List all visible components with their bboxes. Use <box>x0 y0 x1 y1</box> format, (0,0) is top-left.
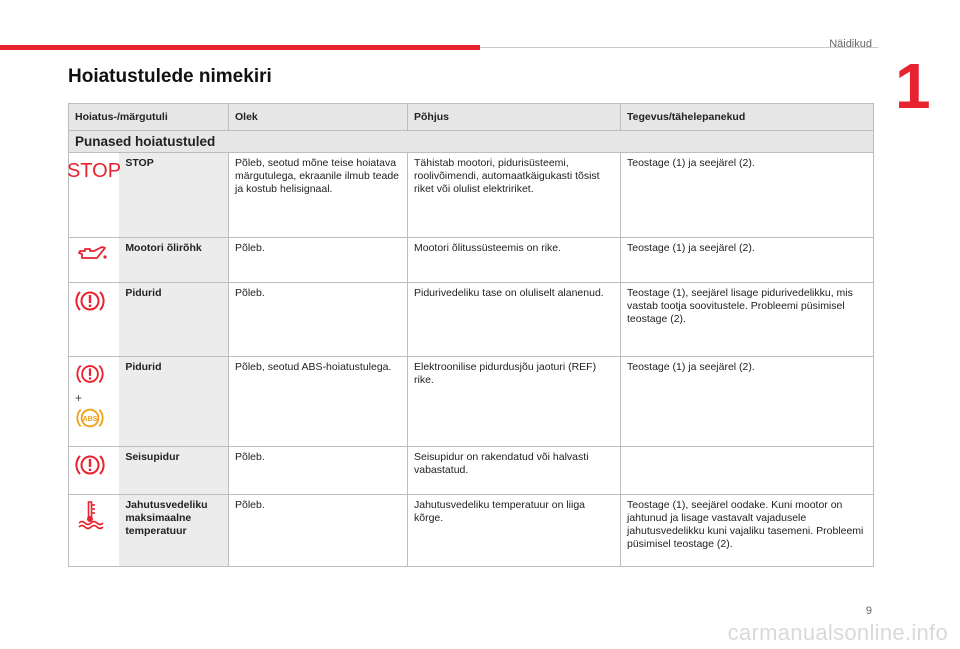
coolant-temperature-icon <box>69 495 120 567</box>
light-state: Põleb, seotud ABS-hoiatustulega. <box>229 357 408 447</box>
page-title: Hoiatustulede nimekiri <box>68 66 272 87</box>
group-row <box>69 131 874 153</box>
light-name: Mootori õlirõhk <box>119 238 228 283</box>
light-name: Seisupidur <box>119 447 228 495</box>
light-action: Teostage (1) ja seejärel (2). <box>621 357 874 447</box>
light-state: Põleb. <box>229 447 408 495</box>
table-row <box>69 495 874 567</box>
light-state: Põleb, seotud mõne teise hoiatava märgutulega, ekraanile ilmub teade ja kostub helisignaal. <box>229 153 408 238</box>
warning-lights-table <box>68 103 874 567</box>
table-row <box>69 153 874 238</box>
light-cause: Jahutusvedeliku temperatuur on liiga kõrge. <box>408 495 621 567</box>
table-header-row <box>69 104 874 131</box>
light-action: Teostage (1) ja seejärel (2). <box>621 238 874 283</box>
group-title: Punased hoiatustuled <box>69 131 874 153</box>
light-action: Teostage (1), seejärel oodake. Kuni mootor on jahtunud ja lisage vastavalt vajadusele jahutusvedelikku kuni vajaliku tasemeni. Probleemi püsimisel teostage (2). <box>621 495 874 567</box>
column-header-cause: Põhjus <box>408 104 621 131</box>
chapter-number: 1 <box>895 50 931 122</box>
light-action: Teostage (1) ja seejärel (2). <box>621 153 874 238</box>
section-label: Näidikud <box>829 38 872 50</box>
stop-icon <box>66 153 122 238</box>
light-cause: Mootori õlitussüsteemis on rike. <box>408 238 621 283</box>
light-cause: Pidurivedeliku tase on oluliselt alanenud. <box>408 283 621 357</box>
brake-warning-icon <box>69 283 120 357</box>
parking-brake-icon <box>69 447 120 495</box>
light-name: STOP <box>119 153 228 238</box>
light-action: Teostage (1), seejärel lisage pidurivedelikku, mis vastab tootja soovitustele. Probleemi püsimisel teostage (2). <box>621 283 874 357</box>
light-cause: Tähistab mootori, pidurisüsteemi, roolivõimendi, automaatkäigukasti tõsist riket või olulist elektririket. <box>408 153 621 238</box>
abs-warning-icon <box>75 405 105 431</box>
table-row <box>69 447 874 495</box>
light-cause: Elektroonilise pidurdusjõu jaoturi (REF) rike. <box>408 357 621 447</box>
table-row <box>69 357 874 447</box>
column-header-light: Hoiatus-/märgutuli <box>69 104 229 131</box>
light-name: Pidurid <box>119 357 228 447</box>
light-action <box>621 447 874 495</box>
stop-icon-text: STOP <box>66 160 122 182</box>
header-rule <box>480 47 878 48</box>
column-header-state: Olek <box>229 104 408 131</box>
brake-abs-icons <box>69 357 120 447</box>
light-name: Pidurid <box>119 283 228 357</box>
light-name: Jahutusvedeliku maksimaalne temperatuur <box>119 495 228 567</box>
oil-can-icon <box>69 238 120 283</box>
column-header-action: Tegevus/tähelepanekud <box>621 104 874 131</box>
table-row <box>69 238 874 283</box>
light-state: Põleb. <box>229 238 408 283</box>
brake-warning-icon <box>75 361 105 387</box>
table-row <box>69 283 874 357</box>
page-number: 9 <box>865 605 872 617</box>
watermark: carmanualsonline.info <box>727 620 948 645</box>
header-red-bar <box>0 45 480 50</box>
plus-sign: + <box>75 391 83 405</box>
abs-icon-text: ABS <box>82 415 98 423</box>
light-state: Põleb. <box>229 495 408 567</box>
light-state: Põleb. <box>229 283 408 357</box>
light-cause: Seisupidur on rakendatud või halvasti vabastatud. <box>408 447 621 495</box>
